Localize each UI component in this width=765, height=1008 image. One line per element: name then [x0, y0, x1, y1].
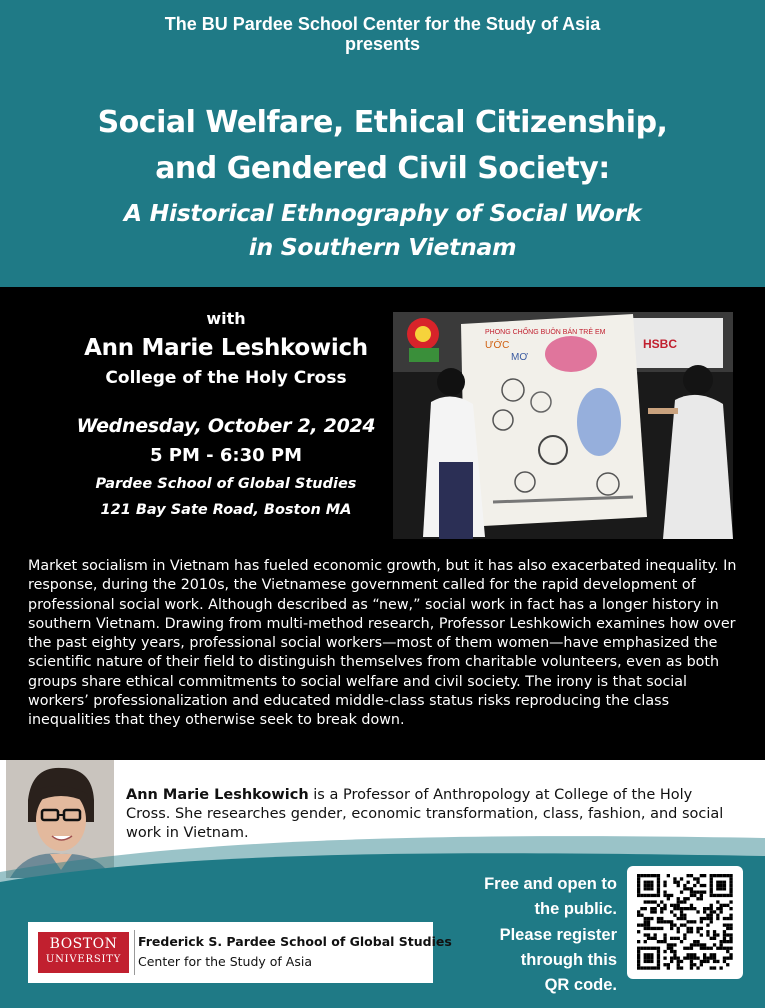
qr-code[interactable] [627, 866, 743, 979]
subtitle-line-1: A Historical Ethnography of Social Work [123, 199, 642, 227]
registration-note [440, 872, 617, 998]
sponsor-text: HSBC [643, 337, 678, 351]
event-photo [393, 312, 733, 539]
title-line-2: and Gendered Civil Society: [155, 151, 610, 186]
photo-illustration [393, 312, 733, 539]
qr-code-icon[interactable] [627, 866, 743, 979]
event-address: 121 Bay Sate Road, Boston MA [100, 502, 352, 518]
bio-text: is a Professor of Anthropology at College of the Holy Cross. She researches gender, economic transformation, class, fashion, and social work in Vietnam. [126, 787, 724, 841]
event-description: Market socialism in Vietnam has fueled economic growth, but it has also exacerbated inequality. In response, during the 2010s, the Vietnamese government called for the rapid development of professional social work. Although described as “new,” social work in fact has a longer history in southern Vietnam. Drawing from multi-method research, Professor Leshkowich examines how over the past eighty years, professional social workers—most of them women—have emphasized the scientific nature of their field to distinguish themselves from charitable volunteers, even as both groups share ethical commitments to social welfare and civil society. The irony is that social workers’ professionalization and educated middle-class status risks reproducing the class inequalities that they otherwise seek to break down. [28, 558, 737, 729]
speaker-affiliation: College of the Holy Cross [105, 368, 347, 388]
school-logo [28, 922, 452, 983]
bu-logo-line-2: UNIVERSITY [45, 954, 122, 965]
bu-logo [38, 932, 129, 973]
register-line-4: through this [520, 950, 617, 969]
presenter-line-1: The BU Pardee School Center for the Study of Asia [164, 14, 601, 34]
presenter-line [0, 14, 765, 54]
school-name: Frederick S. Pardee School of Global Studies [138, 934, 452, 949]
event-title [0, 100, 765, 192]
with-label: with [206, 309, 246, 328]
banner-word-1: ƯỚC [485, 340, 510, 351]
presenter-line-2: presents [344, 34, 421, 54]
bio-name: Ann Marie Leshkowich [126, 787, 309, 803]
event-subtitle [0, 196, 765, 264]
banner-text: PHONG CHỐNG BUÔN BÁN TRẺ EM [485, 329, 606, 336]
header-banner [0, 0, 765, 287]
logo-divider [134, 930, 135, 975]
bu-logo-line-1: BOSTON [49, 936, 118, 952]
speaker-block [40, 307, 412, 523]
register-line-5: QR code. [544, 976, 617, 995]
register-line-2: the public. [534, 900, 617, 919]
register-line-3: Please register [499, 925, 617, 944]
event-time: 5 PM - 6:30 PM [149, 445, 303, 466]
speaker-name: Ann Marie Leshkowich [84, 335, 368, 361]
center-name: Center for the Study of Asia [138, 954, 312, 969]
event-venue: Pardee School of Global Studies [95, 476, 357, 492]
register-line-1: Free and open to [484, 875, 617, 893]
event-date: Wednesday, October 2, 2024 [76, 415, 376, 437]
subtitle-line-2: in Southern Vietnam [248, 233, 517, 261]
banner-word-2: MƠ [511, 352, 528, 363]
title-line-1: Social Welfare, Ethical Citizenship, [97, 105, 668, 140]
